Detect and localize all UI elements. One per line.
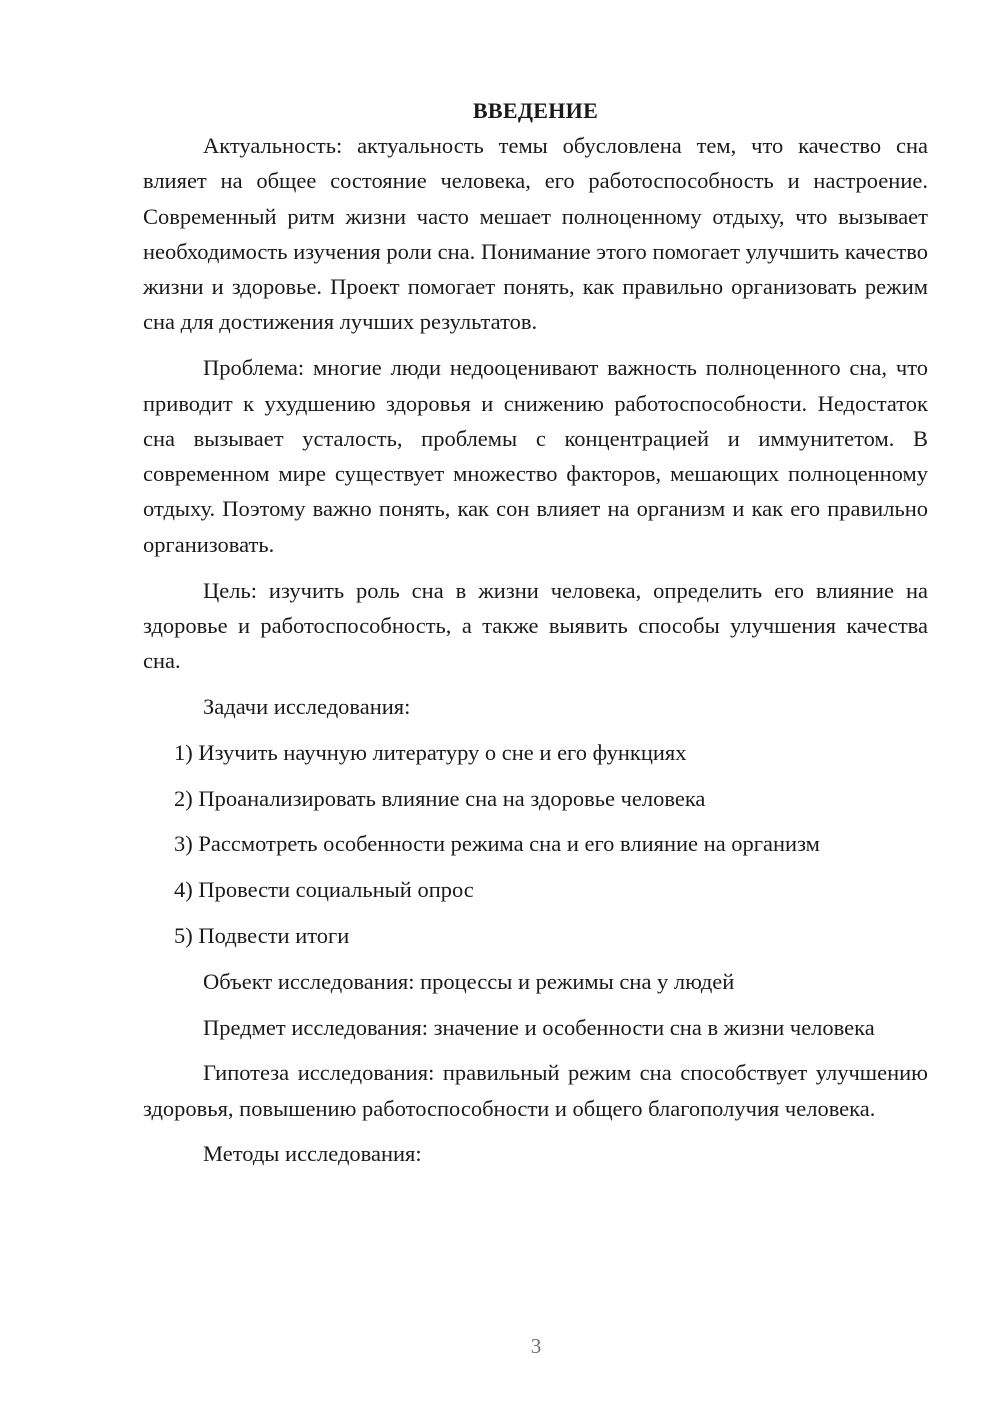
task-item: 3) Рассмотреть особенности режима сна и его влияние на организм xyxy=(174,831,820,857)
hypothesis-paragraph: Гипотеза исследования: правильный режим сна способствует улучшению здоровья, повышению работоспособности и общего благополучия человека. xyxy=(143,1060,928,1121)
task-item: 2) Проанализировать влияние сна на здоровье человека xyxy=(174,785,706,811)
goal-paragraph: Цель: изучить роль сна в жизни человека, определить его влияние на здоровье и работоспособность, а также выявить способы улучшения качества сна. xyxy=(143,577,928,674)
subject-paragraph: Предмет исследования: значение и особенности сна в жизни человека xyxy=(203,1014,875,1040)
page-number: 3 xyxy=(530,1334,542,1358)
task-item: 4) Провести социальный опрос xyxy=(174,877,474,903)
problem-paragraph: Проблема: многие люди недооценивают важность полноценного сна, что приводит к ухудшению здоровья и снижению работоспособности. Недостаток сна вызывает усталость, проблемы с концентрацией и иммунитетом. В современном мире существует множество факторов, мешающих полноценному отдыху. Поэтому важно понять, как сон влияет на организм и как его правильно организовать. xyxy=(143,355,928,557)
tasks-heading: Задачи исследования: xyxy=(203,693,411,719)
methods-heading: Методы исследования: xyxy=(203,1141,422,1167)
task-item: 5) Подвести итоги xyxy=(174,922,350,948)
section-heading: ВВЕДЕНИЕ xyxy=(472,98,599,123)
task-item: 1) Изучить научную литературу о сне и его функциях xyxy=(174,739,687,765)
object-paragraph: Объект исследования: процессы и режимы сна у людей xyxy=(203,968,735,994)
relevance-paragraph: Актуальность: актуальность темы обусловлена тем, что качество сна влияет на общее состояние человека, его работоспособность и настроение. Современный ритм жизни часто мешает полноценному отдыху, что вызывает необходимость изучения роли сна. Понимание этого помогает улучшить качество жизни и здоровье. Проект помогает понять, как правильно организовать режим сна для достижения лучших результатов. xyxy=(143,133,928,335)
document-page xyxy=(143,96,928,1182)
tasks-list xyxy=(143,735,928,953)
